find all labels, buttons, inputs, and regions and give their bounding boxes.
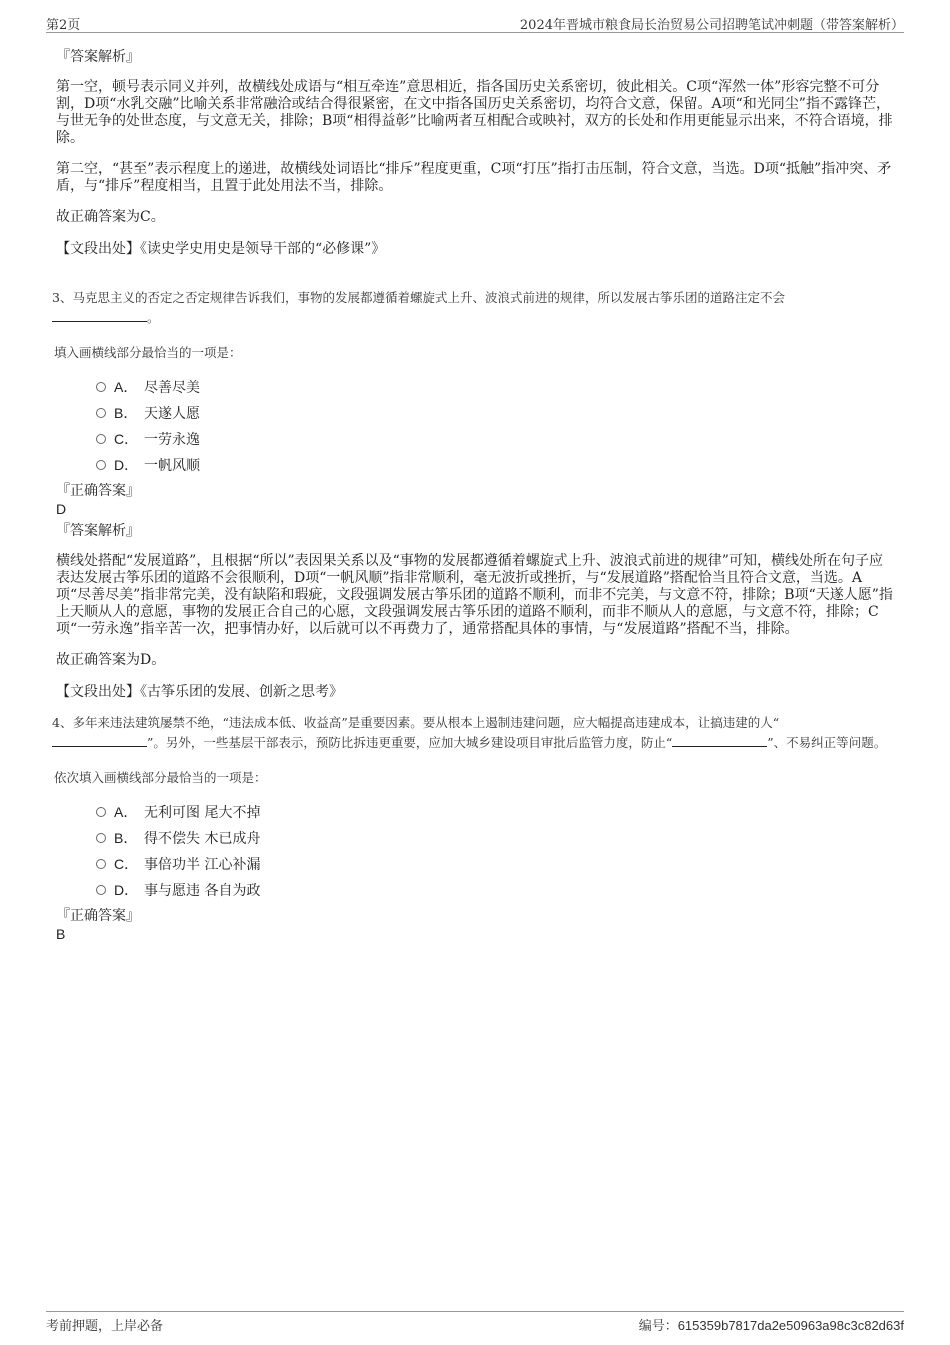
q3-question-text: 3、马克思主义的否定之否定规律告诉我们，事物的发展都遵循着螺旋式上升、波浪式前进的规律，所以发展古筝乐团的道路注定不会	[52, 290, 785, 305]
q4-option-c[interactable]: C． 事倍功半 江心补漏	[96, 851, 896, 877]
q4-blank-1	[52, 734, 147, 747]
q3-option-d[interactable]: D． 一帆风顺	[96, 452, 896, 478]
q3-options	[96, 374, 896, 478]
radio-icon[interactable]	[96, 885, 106, 895]
q3-blank	[52, 309, 147, 322]
q3-question	[52, 288, 896, 328]
radio-icon[interactable]	[96, 833, 106, 843]
q4-answer-label: 『正确答案』	[56, 908, 140, 924]
q4-answer: B	[56, 926, 66, 942]
q3-option-b[interactable]: B． 天遂人愿	[96, 400, 896, 426]
document-id: 编号：615359b7817da2e50963a98c3c82d63f	[638, 1318, 904, 1333]
q2-conclusion: 故正确答案为C。	[56, 209, 165, 225]
radio-icon[interactable]	[96, 859, 106, 869]
footer-slogan: 考前押题，上岸必备	[46, 1319, 164, 1334]
q3-analysis: 横线处搭配“发展道路”，且根据“所以”表因果关系以及“事物的发展都遵循着螺旋式上升、波浪式前进的规律”可知，横线处所在句子应表达发展古筝乐团的道路不会很顺利，D项“一帆风顺”指非常顺利，毫无波折或挫折，与“发展道路”搭配恰当且符合文意，当选。A项“尽善尽美”指非常完美，没有缺陷和瑕疵，文段强调发展古筝乐团的道路不顺利，而非不完美，与文意不符，排除；B项“天遂人愿”指上天顺从人的意愿，事物的发展正合自己的心愿，文段强调发展古筝乐团的道路不顺利，而非不顺从人的意愿，与文意不符，排除；C项“一劳永逸”指辛苦一次，把事情办好，以后就可以不再费力了，通常搭配具体的事情，与“发展道路”搭配不当，排除。	[56, 553, 893, 637]
document-title: 2024年晋城市粮食局长治贸易公司招聘笔试冲刺题（带答案解析）	[519, 18, 904, 33]
radio-icon[interactable]	[96, 382, 106, 392]
radio-icon[interactable]	[96, 408, 106, 418]
q3-source: 【文段出处】《古筝乐团的发展、创新之思考》	[56, 684, 343, 700]
q4-option-b[interactable]: B． 得不偿失 木已成舟	[96, 825, 896, 851]
radio-icon[interactable]	[96, 807, 106, 817]
page-number: 第2页	[46, 18, 81, 33]
page-footer	[46, 1311, 904, 1335]
q4-option-a[interactable]: A． 无利可图 尾大不掉	[96, 799, 896, 825]
q3-option-a[interactable]: A． 尽善尽美	[96, 374, 896, 400]
q4-blank-2	[672, 734, 767, 747]
q2-analysis-paragraph-2: 第二空，“甚至”表示程度上的递进，故横线处词语比“排斥”程度更重，C项“打压”指打击压制，符合文意，当选。D项“抵触”指冲突、矛盾，与“排斥”程度相当，且置于此处用法不当，排除。	[56, 161, 892, 194]
q2-analysis-paragraph-1: 第一空，顿号表示同义并列，故横线处成语与“相互牵连”意思相近，指各国历史关系密切，彼此相关。C项“浑然一体”形容完整不可分割，D项“水乳交融”比喻关系非常融洽或结合得很紧密，在文中指各国历史关系密切，均符合文意，保留。A项“和光同尘”指不露锋芒，与世无争的处世态度，与文意无关，排除；B项“相得益彰”比喻两者互相配合或映衬，双方的长处和作用更能显示出来，不符合语境，排除。	[56, 79, 893, 146]
q4-question: 4、多年来违法建筑屡禁不绝，“违法成本低、收益高”是重要因素。要从根本上遏制违建问题，应大幅提高违建成本，让搞违建的人“ ”。另外，一些基层干部表示，预防比拆违更重要，应加大城乡建设项目审批后监管力度，防止“ ”、不易纠正等问题。	[52, 715, 887, 750]
q3-conclusion: 故正确答案为D。	[56, 652, 166, 668]
q3-option-c[interactable]: C． 一劳永逸	[96, 426, 896, 452]
q4-options	[96, 799, 896, 903]
q3-question-end: 。	[147, 310, 160, 325]
q2-analysis-label: 『答案解析』	[56, 49, 140, 65]
q3-answer: D	[56, 501, 67, 517]
q4-instruction: 依次填入画横线部分最恰当的一项是：	[54, 770, 267, 785]
radio-icon[interactable]	[96, 434, 106, 444]
q3-instruction: 填入画横线部分最恰当的一项是：	[54, 345, 242, 360]
main-content	[52, 44, 896, 943]
page-header	[46, 14, 904, 33]
q3-answer-label: 『正确答案』	[56, 483, 140, 499]
q4-option-d[interactable]: D． 事与愿违 各自为政	[96, 877, 896, 903]
q3-analysis-label: 『答案解析』	[56, 523, 140, 539]
q2-source: 【文段出处】《读史学史用史是领导干部的“必修课”》	[56, 241, 386, 257]
radio-icon[interactable]	[96, 460, 106, 470]
